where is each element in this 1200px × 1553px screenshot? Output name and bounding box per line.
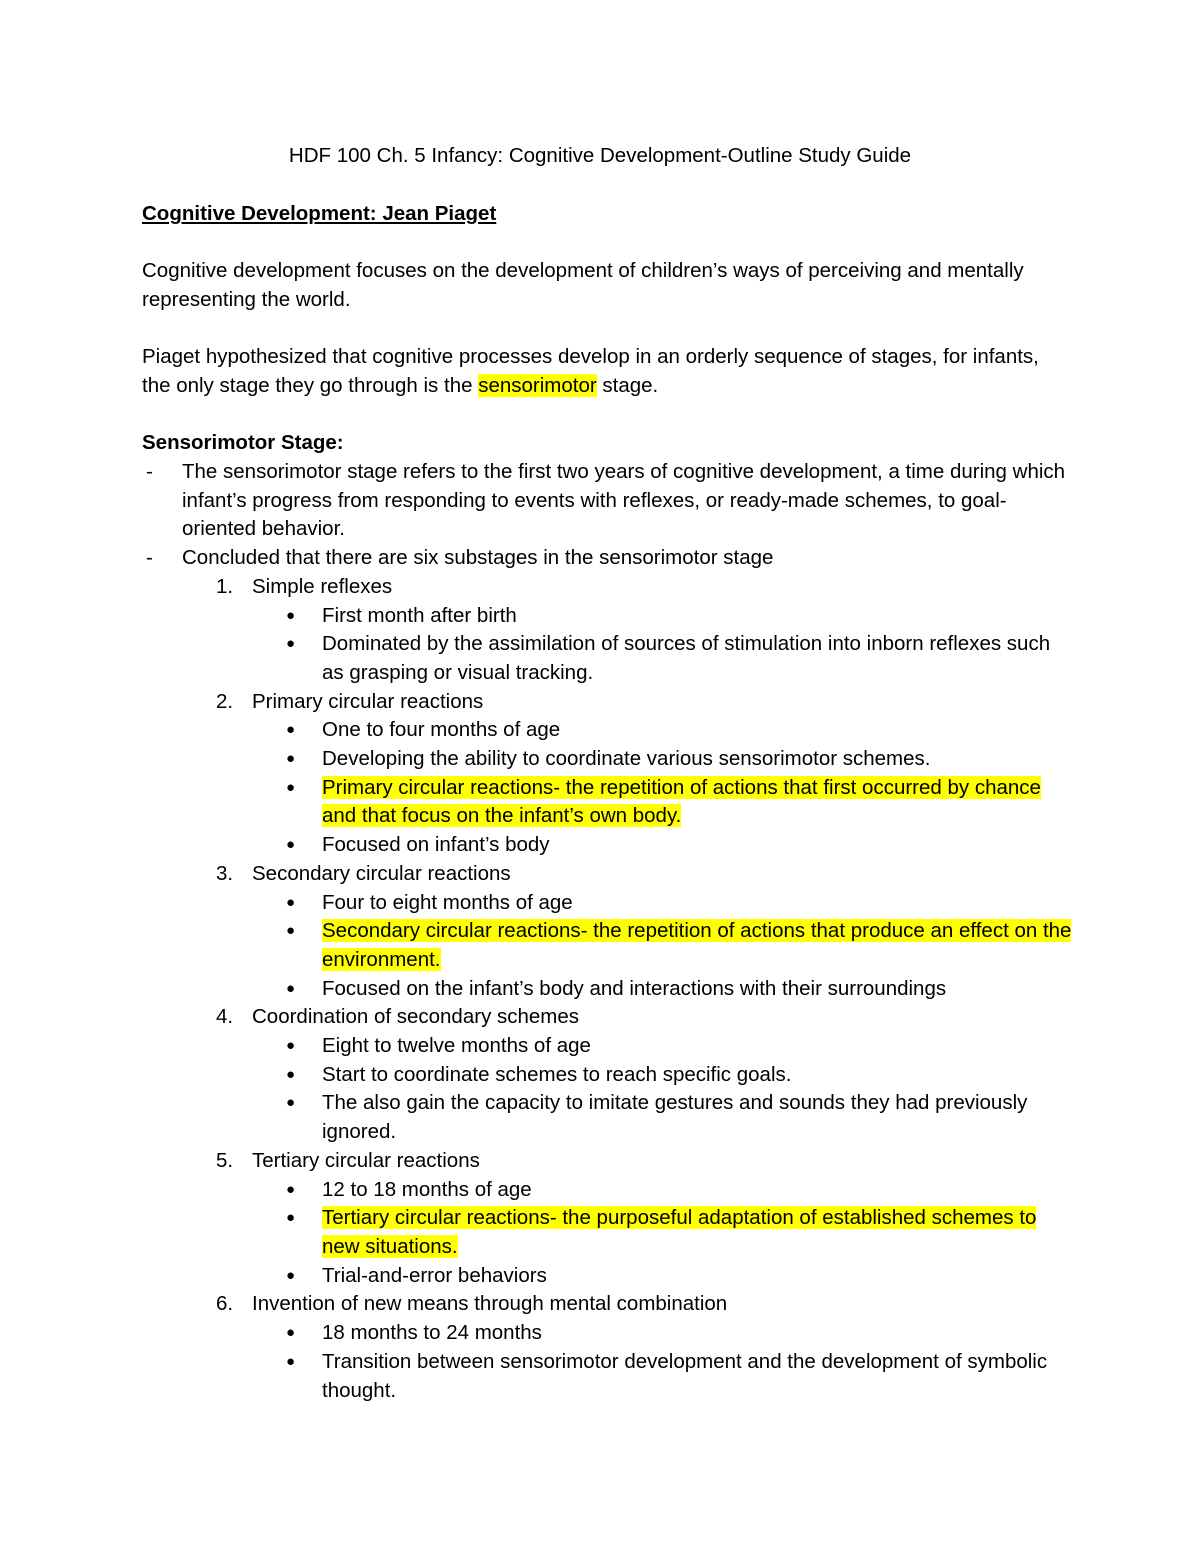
bullet-item xyxy=(252,1089,1072,1146)
substage-number: 3. xyxy=(216,861,234,885)
substage-item xyxy=(182,860,1072,1004)
substage-item xyxy=(182,573,1072,688)
bullet-icon: ● xyxy=(286,1324,296,1342)
substage-number: 6. xyxy=(216,1292,234,1316)
bullet-icon: ● xyxy=(286,1065,296,1083)
dash-item-text: Concluded that there are six substages in the sensorimotor stage xyxy=(182,546,774,570)
dash-mark: - xyxy=(146,460,153,483)
bullet-text: Dominated by the assimilation of sources of stimulation into inborn reflexes such as grasping or visual tracking. xyxy=(322,632,1051,684)
bullet-item xyxy=(252,716,1072,745)
bullet-item xyxy=(252,917,1072,974)
substage-label: Coordination of secondary schemes xyxy=(252,1005,580,1029)
substage-number: 2. xyxy=(216,689,234,713)
bullet-text: Start to coordinate schemes to reach specific goals. xyxy=(322,1062,792,1086)
bullet-icon: ● xyxy=(286,1037,296,1055)
substage-number: 1. xyxy=(216,574,234,598)
bullet-icon: ● xyxy=(286,893,296,911)
bullet-icon: ● xyxy=(286,750,296,768)
bullet-item xyxy=(252,1262,1072,1291)
bullet-text: Four to eight months of age xyxy=(322,890,573,914)
bullet-icon: ● xyxy=(286,778,296,796)
bullet-text: 12 to 18 months of age xyxy=(322,1177,532,1201)
highlighted-bullet-text: Primary circular reactions- the repetition of actions that first occurred by chance and that focus on the infant’s own body. xyxy=(322,775,1041,828)
dash-item-text: The sensorimotor stage refers to the first two years of cognitive development, a time during which infant’s progress from responding to events with reflexes, or ready-made schemes, to goal-oriented behavior. xyxy=(182,460,1066,541)
substage-bullets xyxy=(252,889,1072,1004)
bullet-icon: ● xyxy=(286,721,296,739)
bullet-icon: ● xyxy=(286,1180,296,1198)
bullet-item xyxy=(252,745,1072,774)
substage-label: Simple reflexes xyxy=(252,574,393,598)
substage-label: Secondary circular reactions xyxy=(252,861,511,885)
substage-item xyxy=(182,1003,1072,1147)
substage-list xyxy=(182,573,1072,1405)
substage-bullets xyxy=(252,602,1072,688)
substage-label: Invention of new means through mental combination xyxy=(252,1292,728,1316)
bullet-text: One to four months of age xyxy=(322,718,561,742)
substage-bullets xyxy=(252,1032,1072,1147)
dash-list xyxy=(142,458,1072,1405)
dash-item xyxy=(142,544,1072,1405)
bullet-item xyxy=(252,602,1072,631)
highlighted-bullet-text: Secondary circular reactions- the repetition of actions that produce an effect on the environment. xyxy=(322,919,1072,971)
bullet-text: First month after birth xyxy=(322,603,517,627)
piaget-text-after: stage. xyxy=(596,373,659,397)
substage-bullets xyxy=(252,716,1072,860)
dash-mark: - xyxy=(146,546,153,570)
bullet-item xyxy=(252,1204,1072,1261)
substage-bullets xyxy=(252,1176,1072,1291)
highlighted-bullet-text: Tertiary circular reactions- the purposeful adaptation of established schemes to new situations. xyxy=(322,1206,1037,1258)
piaget-text-before: Piaget hypothesized that cognitive processes develop in an orderly sequence of stages, for infants, the only stage they go through is the xyxy=(142,345,1039,397)
bullet-icon: ● xyxy=(286,635,296,653)
bullet-icon: ● xyxy=(286,1352,296,1370)
bullet-text: The also gain the capacity to imitate gestures and sounds they had previously ignored. xyxy=(322,1091,1028,1144)
bullet-item xyxy=(252,1176,1072,1205)
bullet-icon: ● xyxy=(286,836,296,854)
bullet-item xyxy=(252,1032,1072,1061)
substage-item xyxy=(182,1290,1072,1405)
substage-item xyxy=(182,1147,1072,1291)
bullet-item xyxy=(252,1319,1072,1348)
bullet-text: Developing the ability to coordinate various sensorimotor schemes. xyxy=(322,747,931,771)
substage-label: Tertiary circular reactions xyxy=(252,1148,480,1172)
sensorimotor-heading: Sensorimotor Stage: xyxy=(142,431,344,454)
document-title: HDF 100 Ch. 5 Infancy: Cognitive Development-Outline Study Guide xyxy=(288,144,912,167)
bullet-text: Focused on infant’s body xyxy=(322,833,550,857)
bullet-item xyxy=(252,831,1072,860)
bullet-text: 18 months to 24 months xyxy=(322,1321,542,1345)
substage-number: 5. xyxy=(216,1148,234,1172)
bullet-item xyxy=(252,889,1072,918)
bullet-item xyxy=(252,774,1072,831)
substage-label: Primary circular reactions xyxy=(252,689,484,713)
highlighted-term: sensorimotor xyxy=(478,373,597,397)
bullet-item xyxy=(252,975,1072,1004)
bullet-text: Eight to twelve months of age xyxy=(322,1034,591,1058)
section-heading: Cognitive Development: Jean Piaget xyxy=(142,202,497,225)
substage-number: 4. xyxy=(216,1005,234,1029)
substage-bullets xyxy=(252,1319,1072,1405)
bullet-icon: ● xyxy=(286,1094,296,1112)
dash-item xyxy=(142,458,1072,544)
bullet-icon: ● xyxy=(286,1209,296,1227)
bullet-icon: ● xyxy=(286,979,296,997)
bullet-item xyxy=(252,1348,1072,1405)
bullet-text: Trial-and-error behaviors xyxy=(322,1263,547,1287)
bullet-icon: ● xyxy=(286,606,296,624)
bullet-text: Focused on the infant’s body and interactions with their surroundings xyxy=(322,976,947,1000)
bullet-icon: ● xyxy=(286,1266,296,1284)
substage-item xyxy=(182,688,1072,860)
bullet-icon: ● xyxy=(286,922,296,940)
bullet-text: Transition between sensorimotor development and the development of symbolic thought. xyxy=(322,1349,1048,1402)
intro-paragraph: Cognitive development focuses on the development of children’s ways of perceiving and mentally representing the world. xyxy=(142,259,1024,311)
piaget-paragraph xyxy=(142,343,1072,400)
bullet-item xyxy=(252,630,1072,687)
bullet-item xyxy=(252,1061,1072,1090)
